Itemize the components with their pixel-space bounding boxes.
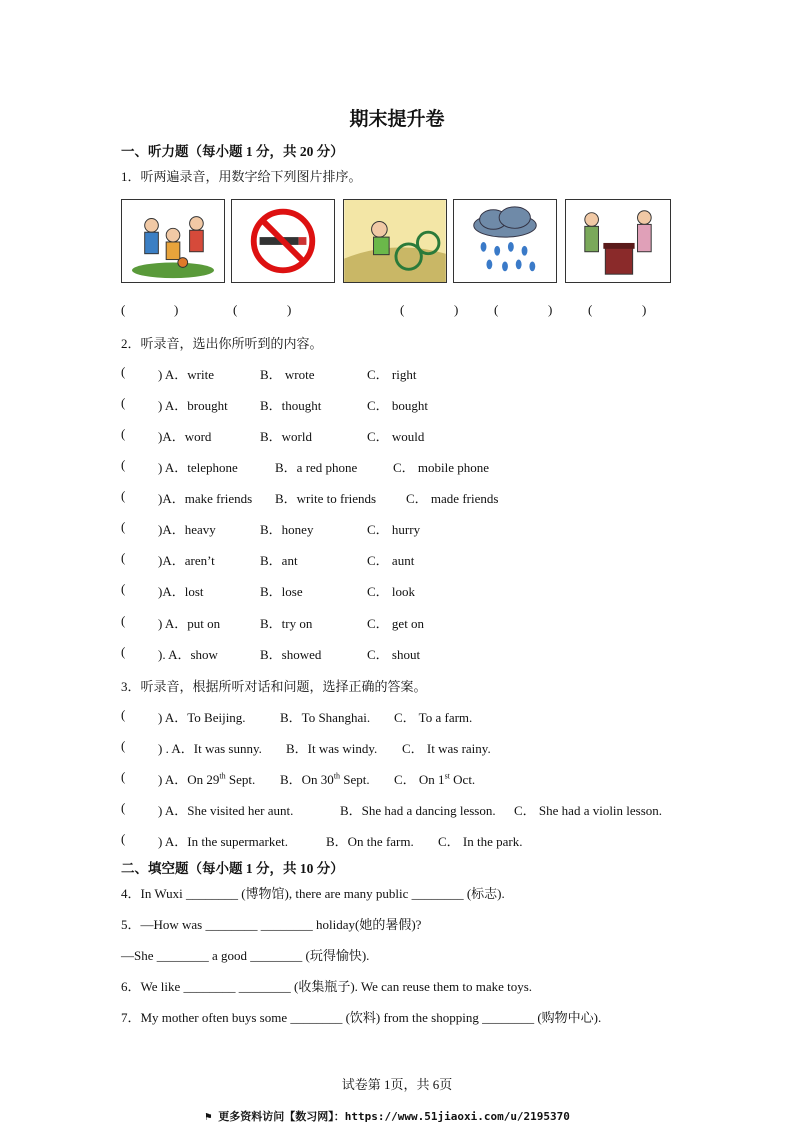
picture-rain xyxy=(453,199,557,283)
answer-paren: ( xyxy=(121,707,126,722)
answer-paren-close: ) xyxy=(174,302,179,317)
option-a: )A．lost xyxy=(158,584,204,599)
option-c: C． She had a violin lesson. xyxy=(514,803,663,818)
option-c: C． bought xyxy=(367,398,429,413)
question-1-instruction: 1．听两遍录音，用数字给下列图片排序。 xyxy=(121,169,362,184)
flag-icon: ⚑ xyxy=(205,1110,212,1123)
resource-link[interactable] xyxy=(205,1108,570,1124)
option-b: B． wrote xyxy=(260,367,315,382)
answer-paren-open: ( xyxy=(494,302,499,317)
rain-cloud-icon xyxy=(454,200,556,282)
option-b: B．On 30th Sept. xyxy=(280,771,370,787)
answer-paren: ( xyxy=(121,364,126,379)
answer-paren: ( xyxy=(121,644,126,659)
section-listening-heading: 一、听力题（每小题 1 分，共 20 分） xyxy=(121,144,344,159)
option-a: )A．aren’t xyxy=(158,553,215,568)
option-a: )A．word xyxy=(158,429,212,444)
answer-paren-open: ( xyxy=(233,302,238,317)
option-b: B．honey xyxy=(260,522,314,537)
option-a: ) . A．It was sunny. xyxy=(158,741,262,756)
option-c: C． mobile phone xyxy=(393,460,490,475)
fill-question-4: 4．In Wuxi ________ (博物馆), there are many public ________ (标志). xyxy=(121,886,505,901)
page-footer: 试卷第 1页，共 6页 xyxy=(341,1077,453,1092)
picture-no-smoking xyxy=(231,199,335,283)
option-a: ) A．To Beijing. xyxy=(158,710,246,725)
people-recycling-icon xyxy=(566,200,670,282)
option-c: C． On 1st Oct. xyxy=(394,771,476,787)
option-b: B．write to friends xyxy=(275,491,377,506)
answer-paren: ( xyxy=(121,519,126,534)
option-a: ) A．She visited her aunt. xyxy=(158,803,294,818)
option-a: ) A．In the supermarket. xyxy=(158,834,288,849)
boy-falling-bike-icon xyxy=(344,200,446,282)
option-b: B．ant xyxy=(260,553,298,568)
option-c: C． made friends xyxy=(406,491,499,506)
option-a: ) A．telephone xyxy=(158,460,238,475)
option-b: B．On the farm. xyxy=(326,834,414,849)
answer-paren-open: ( xyxy=(588,302,593,317)
answer-paren: ( xyxy=(121,800,126,815)
answer-paren-close: ) xyxy=(454,302,459,317)
picture-children xyxy=(121,199,225,283)
answer-paren: ( xyxy=(121,488,126,503)
fill-question-7: 7．My mother often buys some ________ (饮料) from the shopping ________ (购物中心). xyxy=(121,1010,602,1025)
answer-paren: ( xyxy=(121,426,126,441)
fill-question-5: 5．—How was ________ ________ holiday(她的暑假)? xyxy=(121,917,422,932)
option-c: C． would xyxy=(367,429,425,444)
section-fill-heading: 二、填空题（每小题 1 分，共 10 分） xyxy=(121,861,344,876)
answer-paren-close: ) xyxy=(287,302,292,317)
option-c: C． right xyxy=(367,367,417,382)
option-c: C． look xyxy=(367,584,416,599)
option-a: ). A．show xyxy=(158,647,218,662)
option-c: C． It was rainy. xyxy=(402,741,491,756)
answer-paren: ( xyxy=(121,395,126,410)
option-b: B．world xyxy=(260,429,313,444)
answer-paren: ( xyxy=(121,831,126,846)
option-c: C． To a farm. xyxy=(394,710,473,725)
children-playing-icon xyxy=(122,200,224,282)
option-c: C． get on xyxy=(367,616,425,631)
option-a: ) A．write xyxy=(158,367,214,382)
picture-recycling xyxy=(565,199,671,283)
question-3-instruction: 3．听录音，根据所听对话和问题，选择正确的答案。 xyxy=(121,679,427,694)
option-a: )A．heavy xyxy=(158,522,216,537)
option-b: B．thought xyxy=(260,398,322,413)
answer-paren: ( xyxy=(121,581,126,596)
option-b: B．It was windy. xyxy=(286,741,378,756)
answer-paren-open: ( xyxy=(400,302,405,317)
answer-paren: ( xyxy=(121,738,126,753)
answer-paren: ( xyxy=(121,769,126,784)
option-a: ) A．brought xyxy=(158,398,228,413)
page-title: 期末提升卷 xyxy=(349,109,445,130)
fill-question-5-reply: —She ________ a good ________ (玩得愉快). xyxy=(121,948,370,963)
option-b: B．try on xyxy=(260,616,313,631)
fill-question-6: 6．We like ________ ________ (收集瓶子). We can reuse them to make toys. xyxy=(121,979,533,994)
answer-paren-close: ) xyxy=(548,302,553,317)
option-a: )A．make friends xyxy=(158,491,253,506)
option-a: ) A．On 29th Sept. xyxy=(158,771,256,787)
option-b: B．showed xyxy=(260,647,322,662)
answer-paren-close: ) xyxy=(642,302,647,317)
answer-paren: ( xyxy=(121,550,126,565)
option-b: B．lose xyxy=(260,584,303,599)
picture-bike-fall xyxy=(343,199,447,283)
answer-paren-open: ( xyxy=(121,302,126,317)
option-c: C． hurry xyxy=(367,522,421,537)
answer-paren: ( xyxy=(121,457,126,472)
option-b: B．She had a dancing lesson. xyxy=(340,803,496,818)
option-b: B．a red phone xyxy=(275,460,358,475)
question-2-instruction: 2．听录音，选出你所听到的内容。 xyxy=(121,336,323,351)
option-c: C． In the park. xyxy=(438,834,523,849)
option-a: ) A．put on xyxy=(158,616,221,631)
answer-paren: ( xyxy=(121,613,126,628)
no-smoking-icon xyxy=(232,200,334,282)
option-c: C． aunt xyxy=(367,553,415,568)
option-c: C． shout xyxy=(367,647,421,662)
option-b: B．To Shanghai. xyxy=(280,710,371,725)
resource-link-text: 更多资料访问【数习网】：https://www.51jiaoxi.com/u/2195370 xyxy=(218,1110,570,1123)
